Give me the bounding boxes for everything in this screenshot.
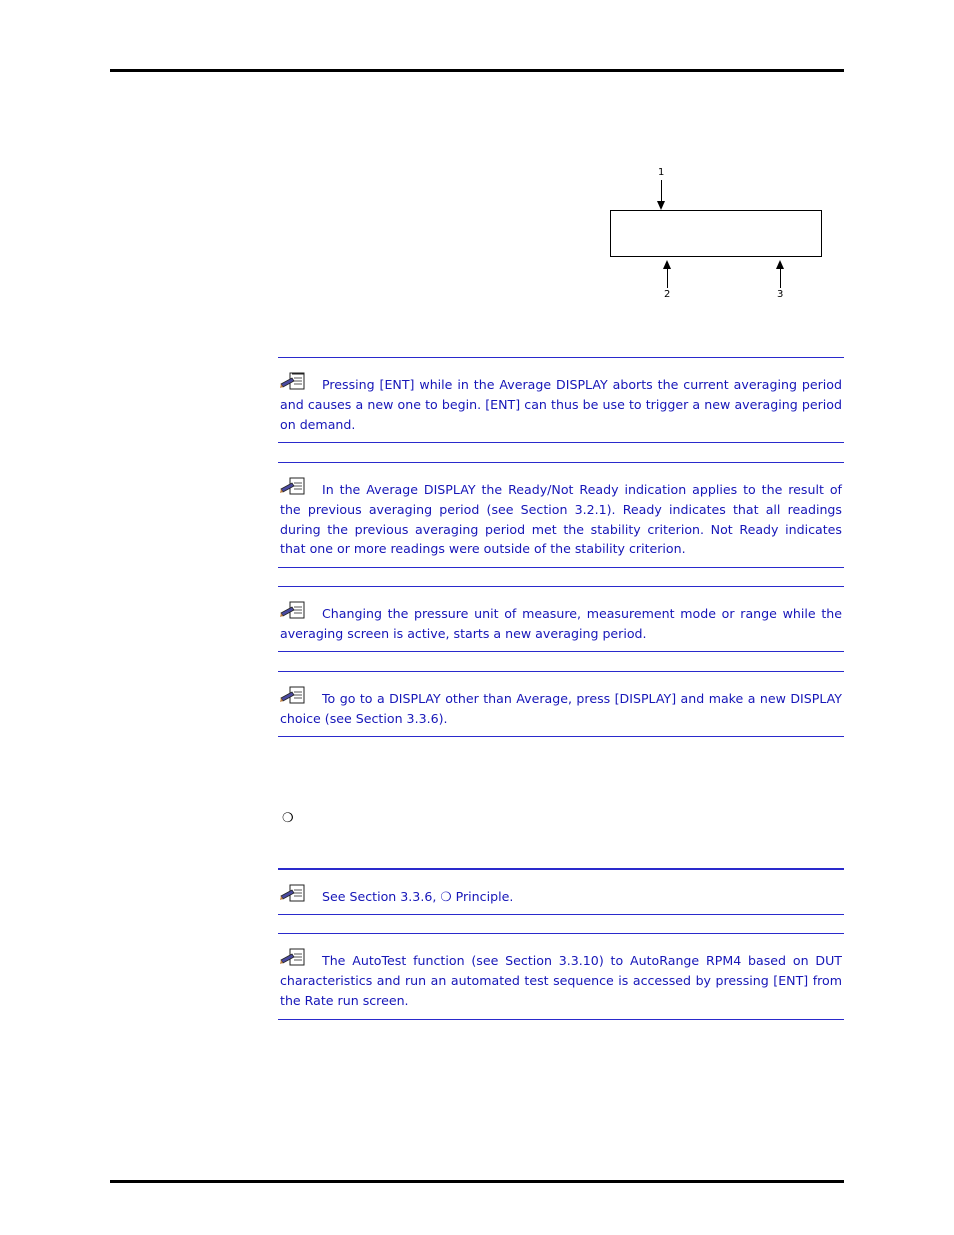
note-pencil-icon [280,477,308,496]
footer-rule [110,1180,844,1183]
note-box [278,586,844,652]
note-pencil-icon [280,601,308,620]
note-pencil-icon [280,948,308,967]
note-pencil-icon [280,372,308,391]
note-text: Pressing [ENT] while in the Average DISPLAY aborts the current averaging period and causes a new one to begin. [ENT] can thus be use to trigger a new averaging period on demand. [280,377,842,432]
note-box [278,357,844,443]
callout-2-line [667,268,668,288]
note-text: To go to a DISPLAY other than Average, press [DISPLAY] and make a new DISPLAY choice (see Section 3.3.6). [280,691,842,726]
note-box [278,868,844,915]
callout-3: 3 [777,289,784,300]
note-text: Changing the pressure unit of measure, measurement mode or range while the averaging screen is active, starts a new averaging period. [280,606,842,641]
header-rule [110,69,844,72]
lcd-display-box [610,210,822,257]
note-box [278,462,844,568]
note-pencil-icon [280,884,308,903]
callout-3-line [780,268,781,288]
callout-2: 2 [664,289,671,300]
note-text: See Section 3.3.6, ❍ Principle. [322,889,514,904]
note-text: In the Average DISPLAY the Ready/Not Ready indication applies to the result of the previous averaging period (see Section 3.2.1). Ready indicates that all readings during the previous averaging period met the stability criterion. Not Ready indicates that one or more readings were outside of the stability criterion. [280,482,842,557]
callout-1-line [661,180,662,202]
callout-1-arrow [657,201,665,210]
callout-1: 1 [658,167,665,178]
note-pencil-icon [280,686,308,705]
note-text: The AutoTest function (see Section 3.3.10) to AutoRange RPM4 based on DUT characteristics and run an automated test sequence is accessed by pressing [ENT] from the Rate run screen. [280,953,842,1008]
note-box [278,933,844,1020]
bullet-symbol: ❍ [282,811,294,826]
note-box [278,671,844,737]
